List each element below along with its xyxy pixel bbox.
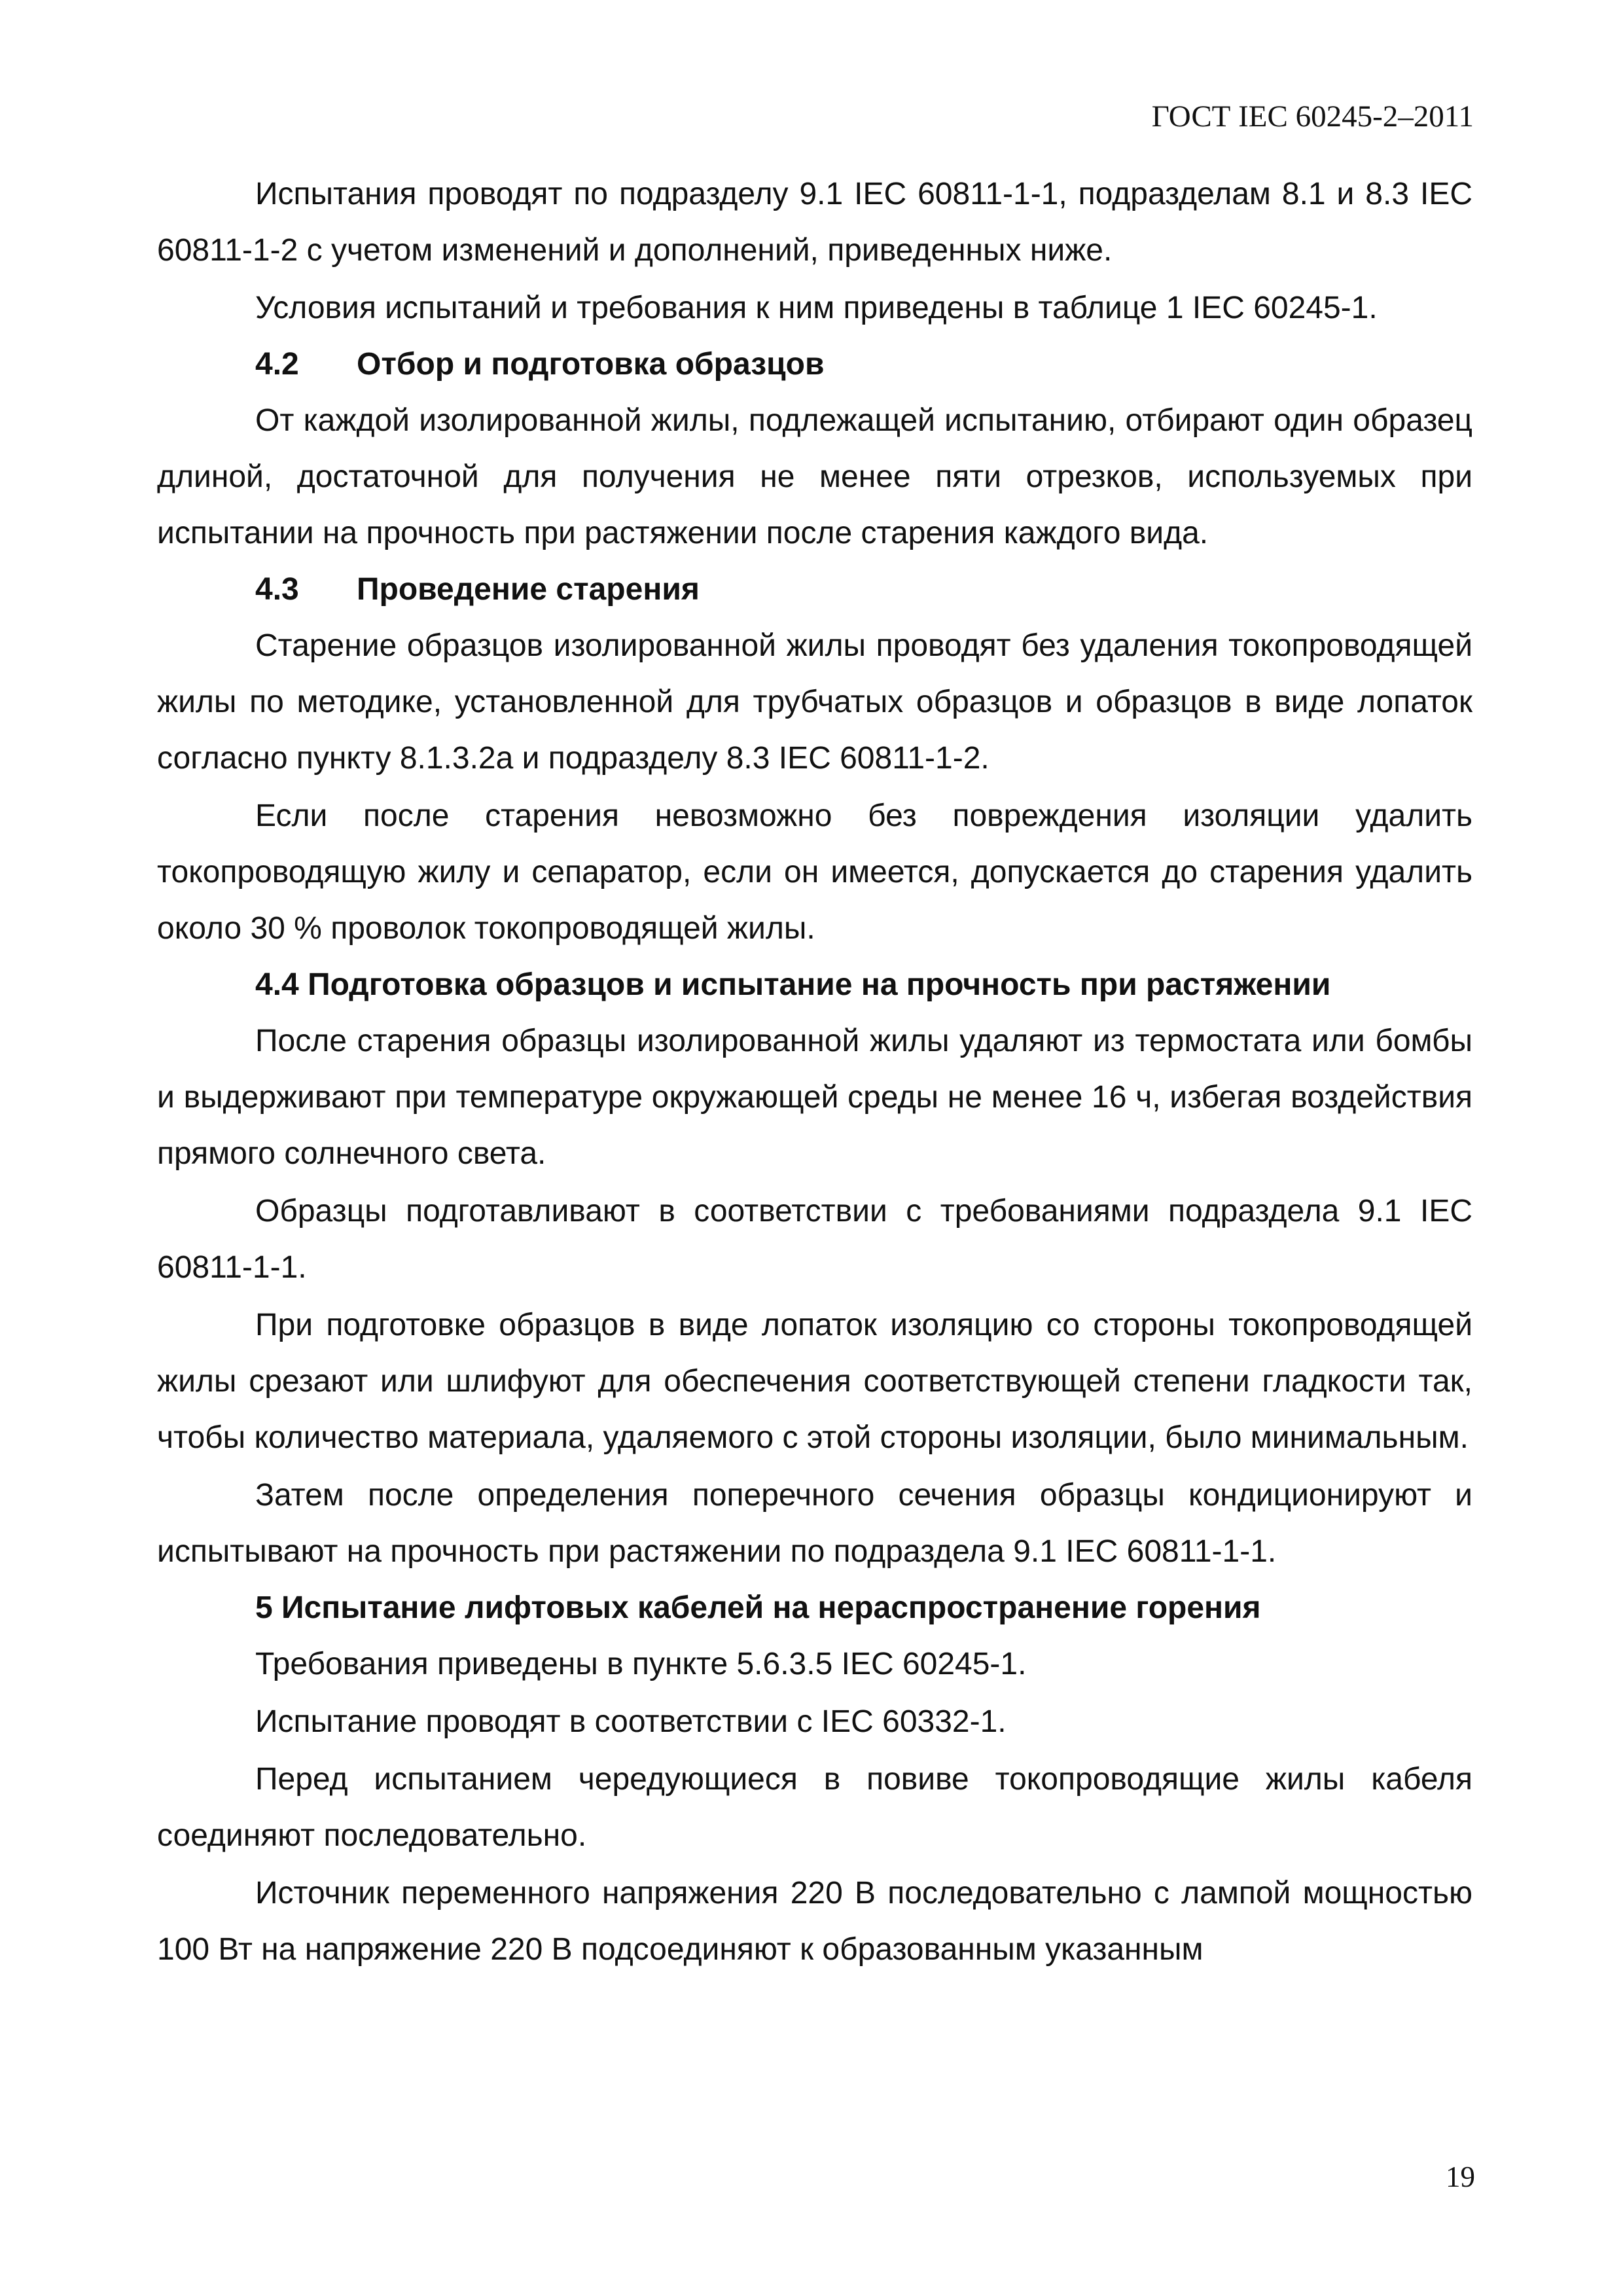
paragraph-test-method: Испытания проводят по подразделу 9.1 IEC 60811-1-1, подразделам 8.1 и 8.3 IEC 60811-1-2 с учетом изменений и дополнений, приведенных ниже. <box>157 177 1472 268</box>
paragraph-sample-preparation: Образцы подготавливают в соответствии с требованиями подраздела 9.1 IEC 60811-1-1. <box>157 1194 1472 1285</box>
paragraph-dumbbell-preparation: При подготовке образцов в виде лопаток изоляцию со стороны токопроводящей жилы срезают или шлифуют для обеспечения соответствующей степени гладкости так, чтобы количество материала, удаляемого с этой стороны изоляции, было минимальным. <box>157 1308 1472 1455</box>
section-heading-4-2 <box>157 336 1472 393</box>
paragraph-after-aging: После старения образцы изолированной жилы удаляют из термостата или бомбы и выдерживают при температуре окружающей среды не менее 16 ч, избегая воздействия прямого солнечного света. <box>157 1024 1472 1171</box>
document-body <box>157 166 1472 1978</box>
paragraph-conductor-connection: Перед испытанием чередующиеся в повиве токопроводящие жилы кабеля соединяют последовательно. <box>157 1762 1472 1853</box>
section-title: Проведение старения <box>357 572 700 607</box>
paragraph-test-standard: Испытание проводят в соответствии с IEC 60332-1. <box>255 1704 1007 1739</box>
page-number: 19 <box>1446 2161 1475 2193</box>
paragraph-aging-method: Старение образцов изолированной жилы проводят без удаления токопроводящей жилы по методике, установленной для трубчатых образцов и образцов в виде лопаток согласно пункту 8.1.3.2а и подразделу 8.3 IEC 60811-1-2. <box>157 628 1472 776</box>
document-code-header: ГОСТ IEC 60245-2–2011 <box>1151 99 1474 134</box>
section-heading-4-3 <box>157 562 1472 618</box>
section-number: 4.3 <box>255 572 299 607</box>
paragraph-test-conditions: Условия испытаний и требования к ним приведены в таблице 1 IEC 60245-1. <box>255 291 1378 325</box>
paragraph-conditioning: Затем после определения поперечного сечения образцы кондиционируют и испытывают на прочность при растяжении по подраздела 9.1 IEC 60811-1-1. <box>157 1478 1472 1569</box>
paragraph-requirements: Требования приведены в пункте 5.6.3.5 IEC 60245-1. <box>255 1647 1027 1681</box>
paragraph-voltage-source: Источник переменного напряжения 220 В последовательно с лампой мощностью 100 Вт на напряжение 220 В подсоединяют к образованным указанным <box>157 1876 1472 1967</box>
section-title: Отбор и подготовка образцов <box>357 347 825 382</box>
paragraph-aging-conductor-removal: Если после старения невозможно без повреждения изоляции удалить токопроводящую жилу и сепаратор, если он имеется, допускается до старения удалить около 30 % проволок токопроводящей жилы. <box>157 798 1472 946</box>
section-number: 4.2 <box>255 347 299 382</box>
section-heading-4-4: 4.4 Подготовка образцов и испытание на прочность при растяжении <box>255 967 1331 1002</box>
section-heading-5: 5 Испытание лифтовых кабелей на нераспространение горения <box>255 1590 1261 1625</box>
paragraph-sample-selection: От каждой изолированной жилы, подлежащей испытанию, отбирают один образец длиной, достаточной для получения не менее пяти отрезков, используемых при испытании на прочность при растяжении после старения каждого вида. <box>157 403 1472 550</box>
